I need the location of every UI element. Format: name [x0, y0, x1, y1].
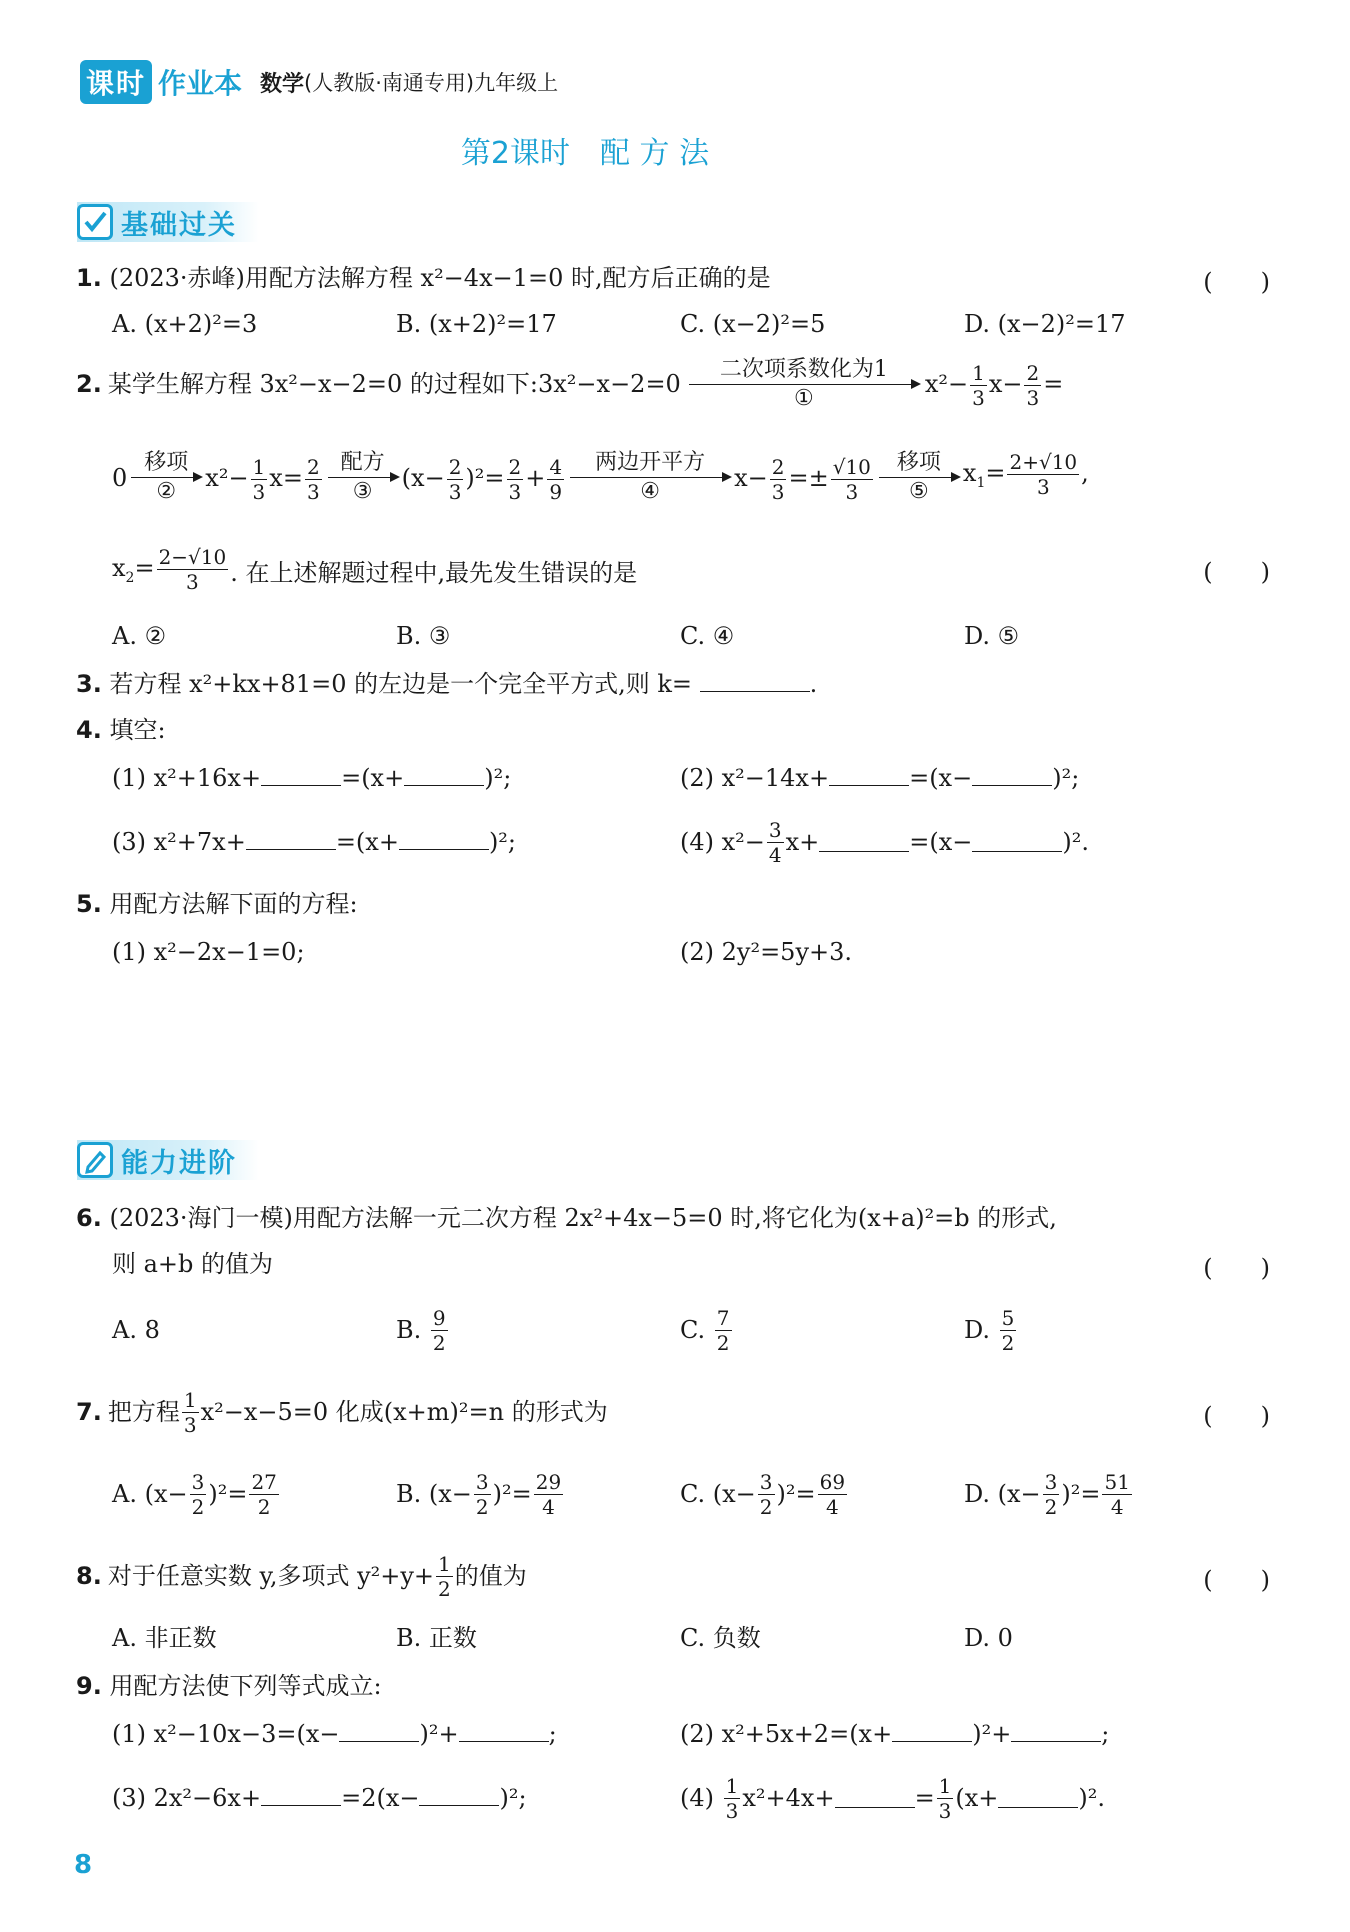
q6-option-d-frac: $\frac{5}{2}$	[1001, 1305, 1015, 1355]
q8-option-a: A. 非正数	[112, 1624, 217, 1652]
q2-step2-arrow	[131, 452, 201, 503]
q4-p1-label: (1)	[112, 764, 146, 792]
q2-line2	[112, 440, 1089, 516]
q1-option-d: D. (x−2)²=17	[964, 310, 1126, 338]
q4-p1-blank-a[interactable]	[261, 767, 341, 786]
q8-frac: $\frac{1}{2}$	[438, 1551, 451, 1601]
q2-line1	[76, 354, 1063, 414]
q9-p1-blank-b[interactable]	[459, 1723, 549, 1742]
q2-expr4: x− $\frac{2}{3}$ =± $\frac{√10}{3}$	[734, 454, 871, 504]
q1-option-c: C. (x−2)²=5	[680, 310, 826, 338]
q2-step2-circle: ②	[156, 479, 177, 505]
brand-name: 作业本	[158, 67, 243, 100]
q4-text: 填空:	[109, 716, 166, 744]
q7-text-b: x²−x−5=0 化成(x+m)²=n 的形式为	[200, 1398, 608, 1426]
q4-p4-blank-b[interactable]	[972, 833, 1062, 852]
q2-option-d: D. ⑤	[964, 622, 1020, 650]
q2-expr3: (x− $\frac{2}{3}$ )²= $\frac{2}{3}$ + $\frac{4}{9}$	[401, 454, 563, 504]
q3-stem	[76, 668, 817, 700]
q2-lead: 某学生解方程 3x²−x−2=0 的过程如下:3x²−x−2=0	[107, 370, 681, 398]
q4-p2-blank-a[interactable]	[829, 767, 909, 786]
q4-part2: (2) x²−14x+ =(x− )²;	[680, 764, 1080, 792]
q8-number: 8.	[76, 1562, 102, 1590]
q6-answer-paren: ( )	[1203, 1254, 1270, 1282]
arrow-icon	[328, 477, 398, 478]
q1-text: (2023·赤峰)用配方法解方程 x²−4x−1=0 时,配方后正确的是	[109, 264, 771, 292]
q3-end: .	[809, 670, 818, 698]
q2-step3-arrow	[328, 452, 398, 503]
q4-part1: (1) x²+16x+ =(x+ )²;	[112, 764, 512, 792]
q2-step4-circle: ④	[640, 479, 660, 505]
q7-text-a: 把方程	[107, 1398, 180, 1426]
q9-part4: (4) $\frac{1}{3}$ x²+4x+ = $\frac{1}{3}$ (x+ )².	[680, 1768, 1105, 1828]
q2-expr2: x²− $\frac{1}{3}$ x= $\frac{2}{3}$	[205, 454, 320, 504]
q9-p3-label: (3)	[112, 1784, 146, 1812]
q2-x2-expr: $x_2=$ $\frac{2-√10}{3}$	[112, 545, 227, 594]
q5-text: 用配方法解下面的方程:	[109, 890, 358, 918]
q8-answer-paren: ( )	[1203, 1566, 1270, 1594]
q2-step4-arrow	[570, 452, 730, 503]
q2-answer-paren: ( )	[1203, 558, 1270, 586]
q1-number: 1.	[76, 264, 102, 292]
header	[80, 60, 558, 104]
q4-p2-label: (2)	[680, 764, 714, 792]
q8-option-b: B. 正数	[396, 1624, 477, 1652]
arrow-icon	[689, 384, 919, 385]
q5-part1: (1) x²−2x−1=0;	[112, 938, 305, 966]
q1-stem	[76, 262, 771, 294]
q2-step5-arrow	[879, 452, 959, 503]
q6-option-c-label: C.	[680, 1316, 706, 1344]
q5-stem	[76, 888, 358, 920]
q4-number: 4.	[76, 716, 102, 744]
q6-stem	[76, 1202, 1057, 1234]
q4-p2-blank-b[interactable]	[972, 767, 1052, 786]
q2-step3-label: 配方	[340, 450, 385, 476]
q9-part3: (3) 2x²−6x+ =2(x− )²;	[112, 1784, 527, 1812]
q6-option-c	[680, 1296, 734, 1364]
q6-option-a: A. 8	[112, 1316, 160, 1344]
q2-expr5: $x_1=$ $\frac{2+√10}{3}$ ,	[962, 450, 1089, 499]
q2-step1-label: 二次项系数化为1	[719, 356, 888, 382]
logo-badge: 课时	[80, 60, 152, 104]
q6-option-b	[396, 1296, 450, 1364]
section-advanced-header	[77, 1140, 259, 1180]
q4-stem	[76, 714, 166, 746]
section-basic-header	[77, 202, 259, 242]
q6-option-b-label: B.	[396, 1316, 422, 1344]
q7-number: 7.	[76, 1398, 102, 1426]
q3-text: 若方程 x²+kx+81=0 的左边是一个完全平方式,则 k=	[109, 670, 693, 698]
q4-p3-blank-b[interactable]	[399, 831, 489, 850]
q6-option-d-label: D.	[964, 1316, 991, 1344]
edition-text: (人教版·南通专用)九年级上	[304, 71, 559, 95]
q2-option-b: B. ③	[396, 622, 451, 650]
q2-option-c: C. ④	[680, 622, 735, 650]
q2-step5-label: 移项	[896, 450, 941, 476]
q9-p4-blank-a[interactable]	[835, 1789, 915, 1808]
q9-p1-label: (1)	[112, 1720, 146, 1748]
q7-option-d: D. (x− $\frac{3}{2}$ )²= $\frac{51}{4}$	[964, 1469, 1130, 1519]
q9-stem	[76, 1670, 382, 1702]
q1-option-a: A. (x+2)²=3	[112, 310, 258, 338]
q9-number: 9.	[76, 1672, 102, 1700]
q4-p3-label: (3)	[112, 828, 146, 856]
q9-p2-blank-a[interactable]	[892, 1723, 972, 1742]
q2-number: 2.	[76, 370, 102, 398]
q6-stem-cont: 则 a+b 的值为	[112, 1250, 274, 1278]
q2-zero: 0	[112, 463, 128, 492]
q9-part2: (2) x²+5x+2=(x+ )²+ ;	[680, 1720, 1110, 1748]
q4-part4: (4) x²− $\frac{3}{4}$ x+ =(x− )².	[680, 812, 1089, 872]
arrow-icon	[570, 477, 730, 478]
q4-p3-blank-a[interactable]	[246, 831, 336, 850]
q2-step1-arrow	[689, 356, 919, 411]
q8-text-b: 的值为	[454, 1562, 527, 1590]
q4-p1-blank-b[interactable]	[404, 767, 484, 786]
q7-stem	[76, 1382, 608, 1442]
arrow-icon	[879, 477, 959, 478]
q8-option-c: C. 负数	[680, 1624, 761, 1652]
q2-ask: . 在上述解题过程中,最先发生错误的是	[230, 558, 638, 587]
q3-number: 3.	[76, 670, 102, 698]
q4-part3: (3) x²+7x+ =(x+ )²;	[112, 828, 517, 856]
q1-option-b: B. (x+2)²=17	[396, 310, 557, 338]
q9-p3-blank-a[interactable]	[261, 1787, 341, 1806]
q2-line3	[112, 538, 637, 608]
page-number: 8	[74, 1850, 93, 1880]
q7-frac: $\frac{1}{3}$	[183, 1387, 197, 1437]
q6-option-b-frac: $\frac{9}{2}$	[432, 1305, 446, 1355]
q6-number: 6.	[76, 1204, 102, 1232]
arrow-icon	[131, 477, 201, 478]
q2-step4-label: 两边开平方	[595, 450, 706, 476]
q9-text: 用配方法使下列等式成立:	[109, 1672, 382, 1700]
q5-part2: (2) 2y²=5y+3.	[680, 938, 853, 966]
q9-p1-blank-a[interactable]	[339, 1723, 419, 1742]
q7-answer-paren: ( )	[1203, 1402, 1270, 1430]
q2-expr1: x²− $\frac{1}{3}$ x− $\frac{2}{3}$ =	[924, 361, 1064, 410]
q2-option-a: A. ②	[112, 622, 167, 650]
q9-p2-blank-b[interactable]	[1011, 1723, 1101, 1742]
q9-part1: (1) x²−10x−3=(x− )²+ ;	[112, 1720, 557, 1748]
lesson-title: 第2课时 配 方 法	[460, 136, 710, 171]
q4-p4-label: (4)	[680, 828, 714, 856]
q3-answer-blank[interactable]	[700, 671, 810, 692]
q8-text-a: 对于任意实数 y,多项式 y²+y+	[107, 1562, 435, 1590]
q7-option-c: C. (x− $\frac{3}{2}$ )²= $\frac{69}{4}$	[680, 1469, 846, 1519]
q8-option-d: D. 0	[964, 1624, 1013, 1652]
q5-number: 5.	[76, 890, 102, 918]
q9-p3-blank-b[interactable]	[419, 1787, 499, 1806]
q6-option-d	[964, 1296, 1018, 1364]
section-advanced-label: 能力进阶	[121, 1147, 237, 1179]
q7-option-b: B. (x− $\frac{3}{2}$ )²= $\frac{29}{4}$	[396, 1469, 562, 1519]
q9-p4-blank-b[interactable]	[998, 1789, 1078, 1808]
q8-stem	[76, 1546, 527, 1606]
q6-option-c-frac: $\frac{7}{2}$	[716, 1305, 730, 1355]
q2-step1-circle: ①	[793, 385, 814, 411]
q2-step5-circle: ⑤	[909, 479, 929, 505]
pencil-icon	[77, 1142, 113, 1178]
checkbox-icon	[77, 204, 113, 240]
q9-p2-label: (2)	[680, 1720, 714, 1748]
q9-p4-label: (4)	[680, 1784, 714, 1812]
q2-step3-circle: ③	[352, 479, 373, 505]
q4-p4-blank-a[interactable]	[819, 833, 909, 852]
q7-option-a: A. (x− $\frac{3}{2}$ )²= $\frac{27}{2}$	[112, 1469, 277, 1519]
subject-name: 数学	[260, 71, 305, 97]
q6-text: (2023·海门一模)用配方法解一元二次方程 2x²+4x−5=0 时,将它化为(x+a)²=b 的形式,	[109, 1204, 1057, 1232]
q2-step2-label: 移项	[144, 450, 189, 476]
q1-answer-paren: ( )	[1203, 268, 1270, 296]
section-basic-label: 基础过关	[121, 209, 237, 241]
